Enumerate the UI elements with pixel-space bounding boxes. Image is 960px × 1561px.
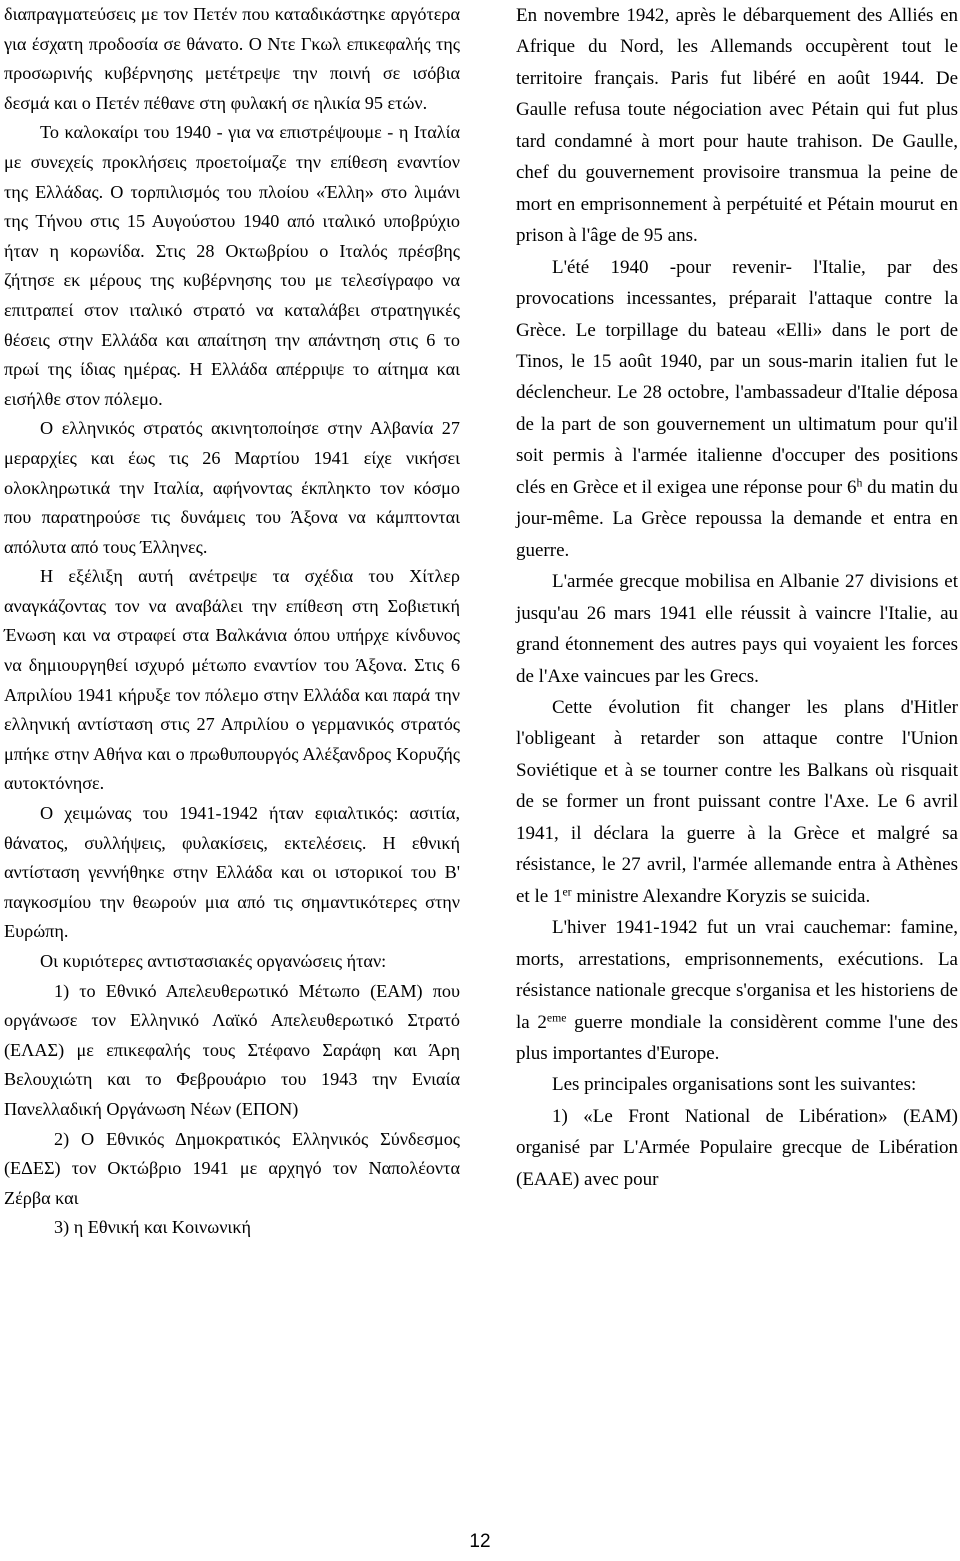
french-paragraph-4-text-b: ministre Alexandre Koryzis se suicida. xyxy=(571,885,871,907)
greek-paragraph-1: διαπραγματεύσεις με τον Πετέν που καταδικάστηκε αργότερα για έσχατη προδοσία σε θάνατο. Ο Ντε Γκωλ επικεφαλής της προσωρινής κυβέρνησης μετέτρεψε την ποινή σε ισόβια δεσμά και ο Πετέν πέθανε στη φυλακή σε ηλικία 95 ετών. xyxy=(4,4,460,113)
french-superscript-er: er xyxy=(562,885,572,899)
greek-paragraph-6: Οι κυριότερες αντιστασιακές οργανώσεις ήταν: xyxy=(40,951,387,971)
greek-list-item-3: 3) η Εθνική και Κοινωνική xyxy=(54,1217,251,1238)
french-paragraph-6: Les principales organisations sont les suivantes: xyxy=(552,1074,917,1096)
french-list-item-1: 1) «Le Front National de Libération» (EAM) organisé par L'Armée Populaire grecque de Libération (EAAE) avec pour xyxy=(516,1105,958,1190)
french-paragraph-2-text-b: du matin du jour-même. La Grèce repoussa la demande et entra en guerre. xyxy=(516,476,958,561)
greek-column xyxy=(4,0,460,1243)
french-paragraph-3: L'armée grecque mobilisa en Albanie 27 divisions et jusqu'au 26 mars 1941 elle réussit à vaincre l'Italie, au grand étonnement des autres pays qui voyaient les forces de l'Axe vaincues par les Grecs. xyxy=(516,571,958,687)
greek-paragraph-5: Ο χειμώνας του 1941-1942 ήταν εφιαλτικός: ασιτία, θάνατος, συλλήψεις, φυλακίσεις, εκτελέσεις. Η εθνική αντίσταση γεννήθηκε στην Ελλάδα και οι ιστορικοί του Β' παγκοσμίου την θεωρούν μια από τις σημαντικότερες στην Ευρώπη. xyxy=(4,803,460,942)
french-paragraph-5-text-b: guerre mondiale la considèrent comme l'une des plus importantes d'Europe. xyxy=(516,1011,958,1064)
page-number: 12 xyxy=(469,1531,491,1552)
greek-paragraph-3: Ο ελληνικός στρατός ακινητοποίησε στην Αλβανία 27 μεραρχίες και έως τις 26 Μαρτίου 1941 είχε νικήσει ολοκληρωτικά την Ιταλία, αφήνοντας έκπληκτο τον κόσμο που παρατηρούσε τις δυνάμεις του Άξονα να κάμπτονται απόλυτα από τους Έλληνες. xyxy=(4,418,460,557)
greek-list-item-2: 2) Ο Εθνικός Δημοκρατικός Ελληνικός Σύνδεσμος (ΕΔΕΣ) τον Οκτώβριο 1941 με αρχηγό τον Ναπολέοντα Ζέρβα και xyxy=(4,1128,460,1208)
french-paragraph-4 xyxy=(516,692,958,912)
french-paragraph-1: En novembre 1942, après le débarquement des Alliés en Afrique du Nord, les Allemands occupèrent tout le territoire français. Paris fut libéré en août 1944. De Gaulle refusa toute négociation avec Pétain qui fut plus tard condamné à mort pour haute trahison. De Gaulle, chef du gouvernement provisoire transmua la peine de mort en emprisonnement à perpétuité et Pétain mourut en prison à l'âge de 95 ans. xyxy=(516,5,958,247)
greek-list-item-1: 1) το Εθνικό Απελευθερωτικό Μέτωπο (ΕΑΜ) που οργάνωσε τον Ελληνικό Λαϊκό Απελευθερωτικό Στρατό (ΕΛΑΣ) με επικεφαλής τους Στέφανο Σαράφη και Άρη Βελουχιώτη και το Φεβρουάριο του 1943 την Ενιαία Πανελλαδική Οργάνωση Νέων (ΕΠΟΝ) xyxy=(4,980,460,1119)
french-paragraph-2-text-a: L'été 1940 -pour revenir- l'Italie, par des provocations incessantes, préparait l'attaque contre la Grèce. Le torpillage du bateau «Elli» dans le port de Tinos, le 15 août 1940, par un sous-marin italien fut le déclencheur. Le 28 octobre, l'ambassadeur d'Italie déposa de la part de son gouvernement un ultimatum pour qu'il soit permis à l'armée italienne d'occuper des positions clés en Grèce et il exigea une réponse pour 6 xyxy=(516,256,958,498)
greek-paragraph-2: Το καλοκαίρι του 1940 - για να επιστρέψουμε - η Ιταλία με συνεχείς προκλήσεις προετοίμαζε την επίθεση εναντίον της Ελλάδας. Ο τορπιλισμός του πλοίου «Έλλη» στο λιμάνι της Τήνου στις 15 Αυγούστου 1940 από ιταλικό υποβρύχιο ήταν η κορωνίδα. Στις 28 Οκτωβρίου ο Ιταλός πρέσβης ζήτησε εκ μέρους της κυβέρνησης του με τελεσίγραφο να επιτραπεί στον ιταλικό στρατό να καταλάβει στρατηγικές θέσεις στην Ελλάδα και απαίτηση την απάντηση στις 6 το πρωί της ίδιας ημέρας. Η Ελλάδα απέρριψε το αίτημα και εισήλθε στον πόλεμο. xyxy=(4,122,460,409)
french-column xyxy=(516,0,958,1195)
french-superscript-eme: eme xyxy=(546,1011,567,1025)
french-paragraph-2 xyxy=(516,252,958,567)
french-paragraph-4-text-a: Cette évolution fit changer les plans d'Hitler l'obligeant à retarder son attaque contre l'Union Soviétique et à se tourner contre les Balkans où risquait de se former un front puissant contre l'Axe. Le 6 avril 1941, il déclara la guerre à la Grèce et malgré sa résistance, le 27 avril, l'armée allemande entra à Athènes et le 1 xyxy=(516,696,958,907)
greek-paragraph-4: Η εξέλιξη αυτή ανέτρεψε τα σχέδια του Χίτλερ αναγκάζοντας τον να αναβάλει την επίθεση στη Σοβιετική Ένωση και να στραφεί στα Βαλκάνια όπου υπήρχε κίνδυνος να δημιουργηθεί ισχυρό μέτωπο εναντίον του Άξονα. Στις 6 Απριλίου 1941 κήρυξε τον πόλεμο στην Ελλάδα και παρά την ελληνική αντίσταση στις 27 Απριλίου ο γερμανικός στρατός μπήκε στην Αθήνα και ο πρωθυπουργός Αλέξανδρος Κορυζής αυτοκτόνησε. xyxy=(4,566,460,794)
french-superscript-h: h xyxy=(856,476,863,490)
french-paragraph-5-text-a: L'hiver 1941-1942 fut un vrai cauchemar: famine, morts, arrestations, emprisonnements, exécutions. La résistance nationale grecque s'organisa et les historiens de la 2 xyxy=(516,917,958,1033)
french-paragraph-5 xyxy=(516,912,958,1069)
